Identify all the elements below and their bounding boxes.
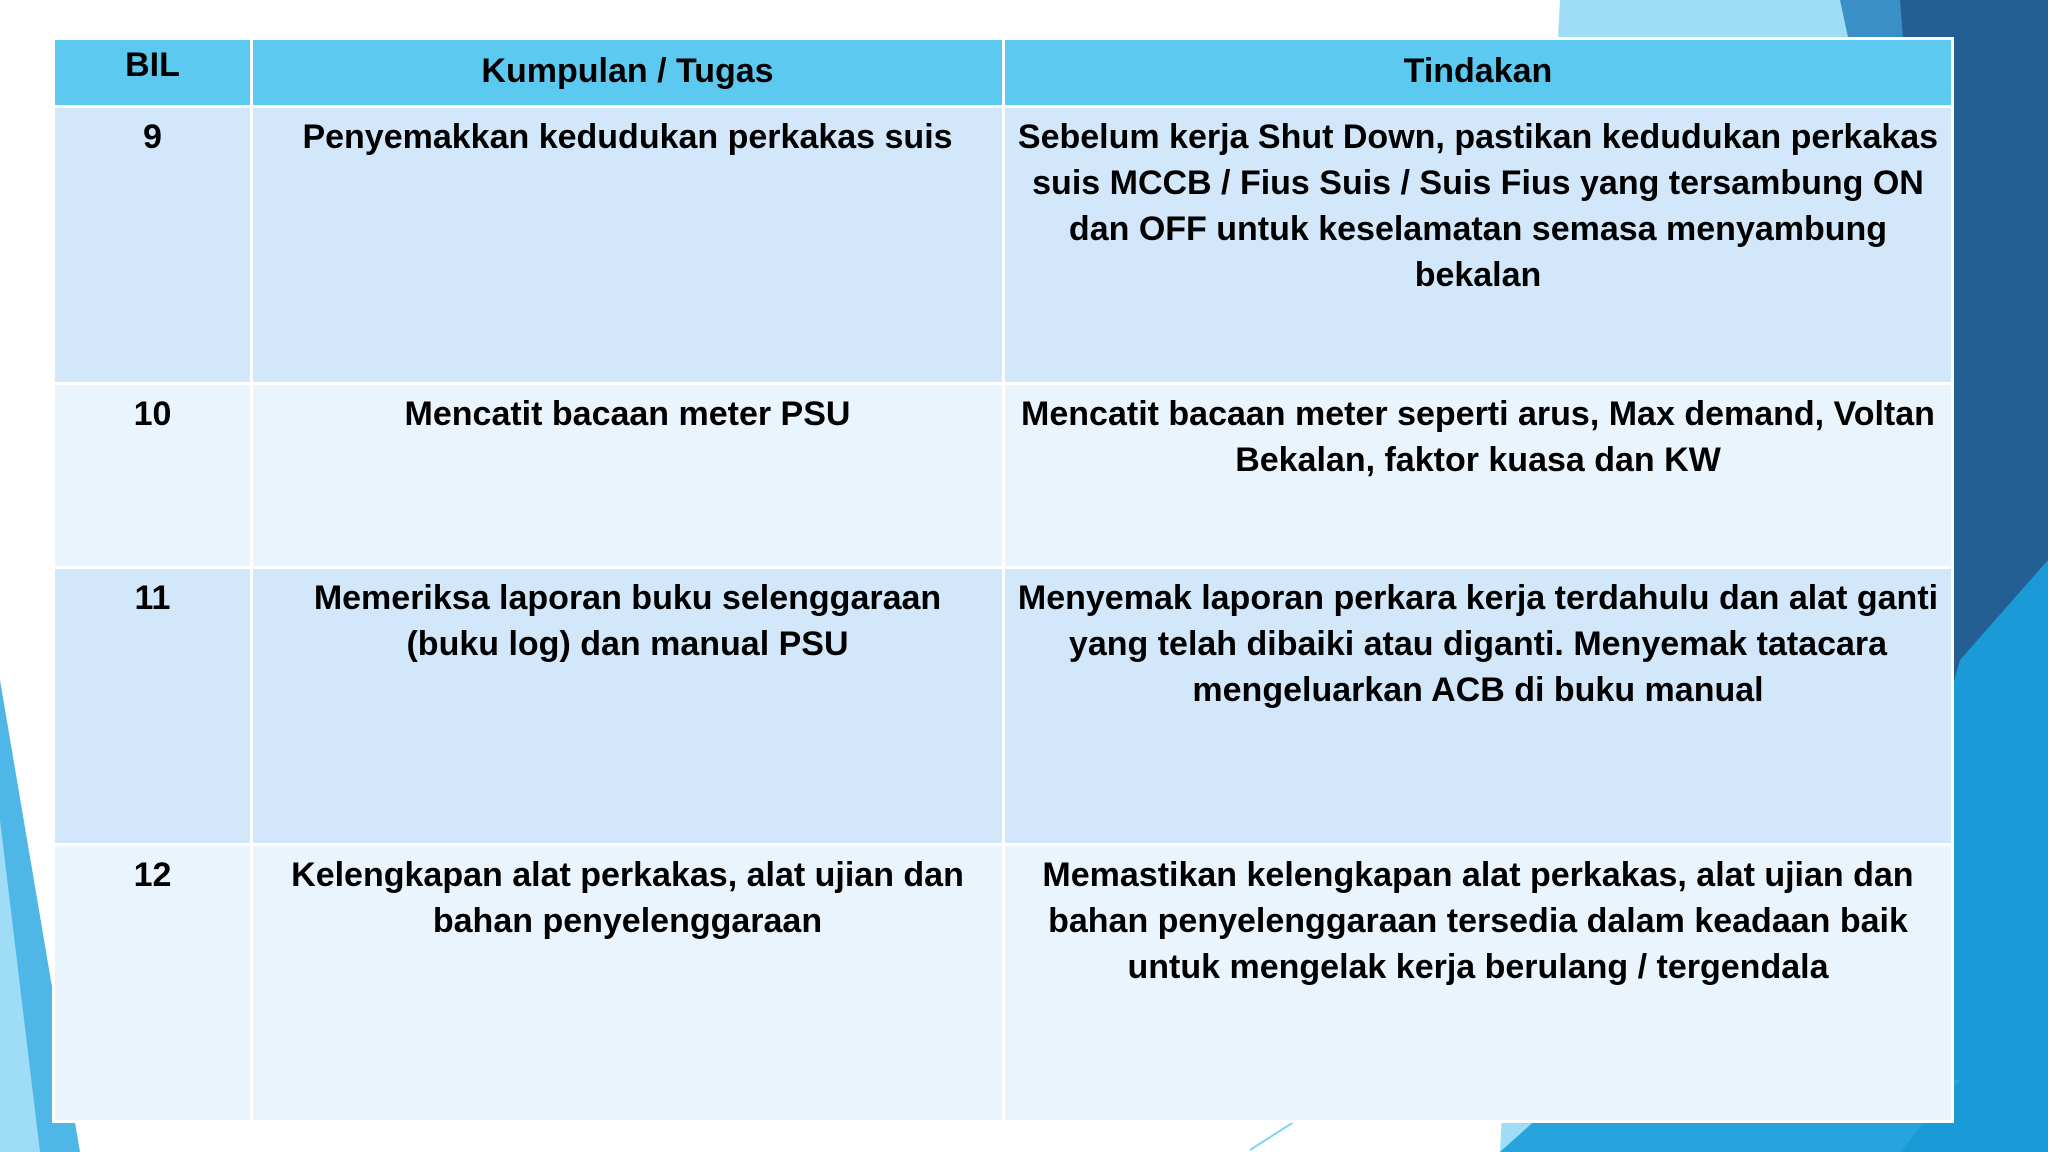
cell-bil: 9 bbox=[54, 107, 252, 384]
cell-tindakan: Menyemak laporan perkara kerja terdahulu dan alat ganti yang telah dibaiki atau diganti. Menyemak tatacara mengeluarkan ACB di buku manual bbox=[1004, 568, 1953, 845]
cell-bil: 10 bbox=[54, 384, 252, 568]
tasks-table bbox=[52, 37, 1954, 1123]
cell-kumpulan: Kelengkapan alat perkakas, alat ujian dan bahan penyelenggaraan bbox=[252, 845, 1004, 1122]
cell-tindakan: Mencatit bacaan meter seperti arus, Max demand, Voltan Bekalan, faktor kuasa dan KW bbox=[1004, 384, 1953, 568]
table-row bbox=[54, 107, 1953, 384]
header-kumpulan: Kumpulan / Tugas bbox=[252, 39, 1004, 107]
cell-bil: 11 bbox=[54, 568, 252, 845]
header-tindakan: Tindakan bbox=[1004, 39, 1953, 107]
cell-kumpulan: Penyemakkan kedudukan perkakas suis bbox=[252, 107, 1004, 384]
header-bil: BIL bbox=[54, 39, 252, 107]
table-row bbox=[54, 568, 1953, 845]
table-row bbox=[54, 384, 1953, 568]
cell-bil: 12 bbox=[54, 845, 252, 1122]
table-row bbox=[54, 845, 1953, 1122]
cell-kumpulan: Mencatit bacaan meter PSU bbox=[252, 384, 1004, 568]
cell-kumpulan: Memeriksa laporan buku selenggaraan (buku log) dan manual PSU bbox=[252, 568, 1004, 845]
table-header-row bbox=[54, 39, 1953, 107]
cell-tindakan: Memastikan kelengkapan alat perkakas, alat ujian dan bahan penyelenggaraan tersedia dalam keadaan baik untuk mengelak kerja berulang / tergendala bbox=[1004, 845, 1953, 1122]
cell-tindakan: Sebelum kerja Shut Down, pastikan kedudukan perkakas suis MCCB / Fius Suis / Suis Fius yang tersambung ON dan OFF untuk keselamatan semasa menyambung bekalan bbox=[1004, 107, 1953, 384]
